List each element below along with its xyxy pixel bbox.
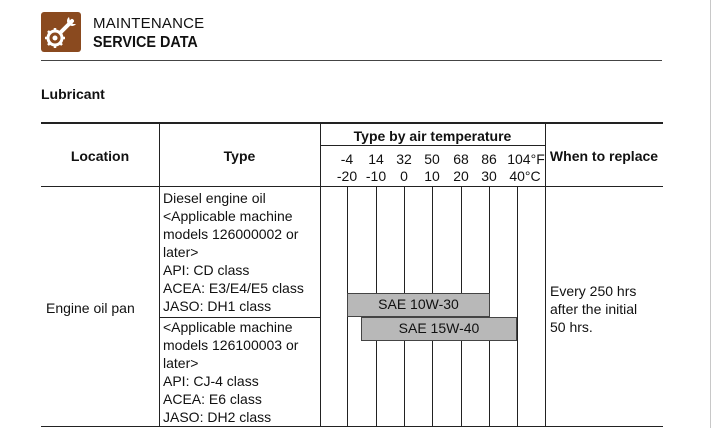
f-tick: 86 <box>481 151 497 167</box>
type-line: API: CJ-4 class <box>163 373 259 389</box>
col-divider-when <box>545 123 546 427</box>
temp-grid-line <box>517 186 518 426</box>
header-when: When to replace <box>549 148 659 164</box>
c-tick: 10 <box>424 168 440 184</box>
type-line: JASO: DH2 class <box>163 409 272 425</box>
type-group-1 <box>163 189 319 315</box>
table-top-rule <box>41 122 663 124</box>
header-category: MAINTENANCE <box>93 15 205 32</box>
oil-bar-sae-10w-30: SAE 10W-30 <box>347 293 490 317</box>
f-tick: 14 <box>368 151 384 167</box>
f-tick: -4 <box>340 151 354 167</box>
page-edge <box>710 0 711 428</box>
when-cell <box>550 282 662 336</box>
type-line: JASO: DH1 class <box>163 298 272 314</box>
c-tick: 20 <box>453 168 469 184</box>
page-title: SERVICE DATA <box>93 34 198 51</box>
c-tick: -10 <box>365 168 387 184</box>
header-type: Type <box>223 148 256 164</box>
f-tick: 50 <box>424 151 440 167</box>
table-header-rule <box>41 186 663 187</box>
type-group-2 <box>163 318 319 426</box>
c-tick: 0 <box>400 168 408 184</box>
type-line: ACEA: E6 class <box>163 391 262 407</box>
type-line: API: CD class <box>163 262 250 278</box>
type-line: models 126000002 or <box>163 226 299 242</box>
col-divider-temp <box>320 123 321 427</box>
f-tick: 32 <box>396 151 412 167</box>
type-line: ACEA: E3/E4/E5 class <box>163 280 304 296</box>
c-tick: 30 <box>481 168 497 184</box>
when-line: 50 hrs. <box>550 319 593 335</box>
when-line: Every 250 hrs <box>550 283 637 299</box>
when-line: after the initial <box>550 301 638 317</box>
f-tick: 104°F <box>507 151 545 167</box>
table-bottom-rule <box>41 426 663 427</box>
type-line: later> <box>163 244 199 260</box>
type-line: models 126100003 or <box>163 337 299 353</box>
type-line: later> <box>163 355 199 371</box>
type-line: <Applicable machine <box>163 319 293 335</box>
header-location: Location <box>70 148 130 164</box>
location-cell: Engine oil pan <box>46 300 135 316</box>
type-line: Diesel engine oil <box>163 190 266 206</box>
temp-header-rule <box>320 145 545 146</box>
col-divider-type <box>159 123 160 427</box>
oil-bar-sae-15w-40: SAE 15W-40 <box>361 317 517 341</box>
section-title: Lubricant <box>41 86 105 102</box>
header-air-temp: Type by air temperature <box>353 128 512 144</box>
c-tick: 40°C <box>509 168 541 184</box>
c-tick: -20 <box>336 168 358 184</box>
wrench-gear-icon <box>41 12 81 52</box>
header-divider <box>41 60 662 61</box>
type-line: <Applicable machine <box>163 208 293 224</box>
f-tick: 68 <box>453 151 469 167</box>
